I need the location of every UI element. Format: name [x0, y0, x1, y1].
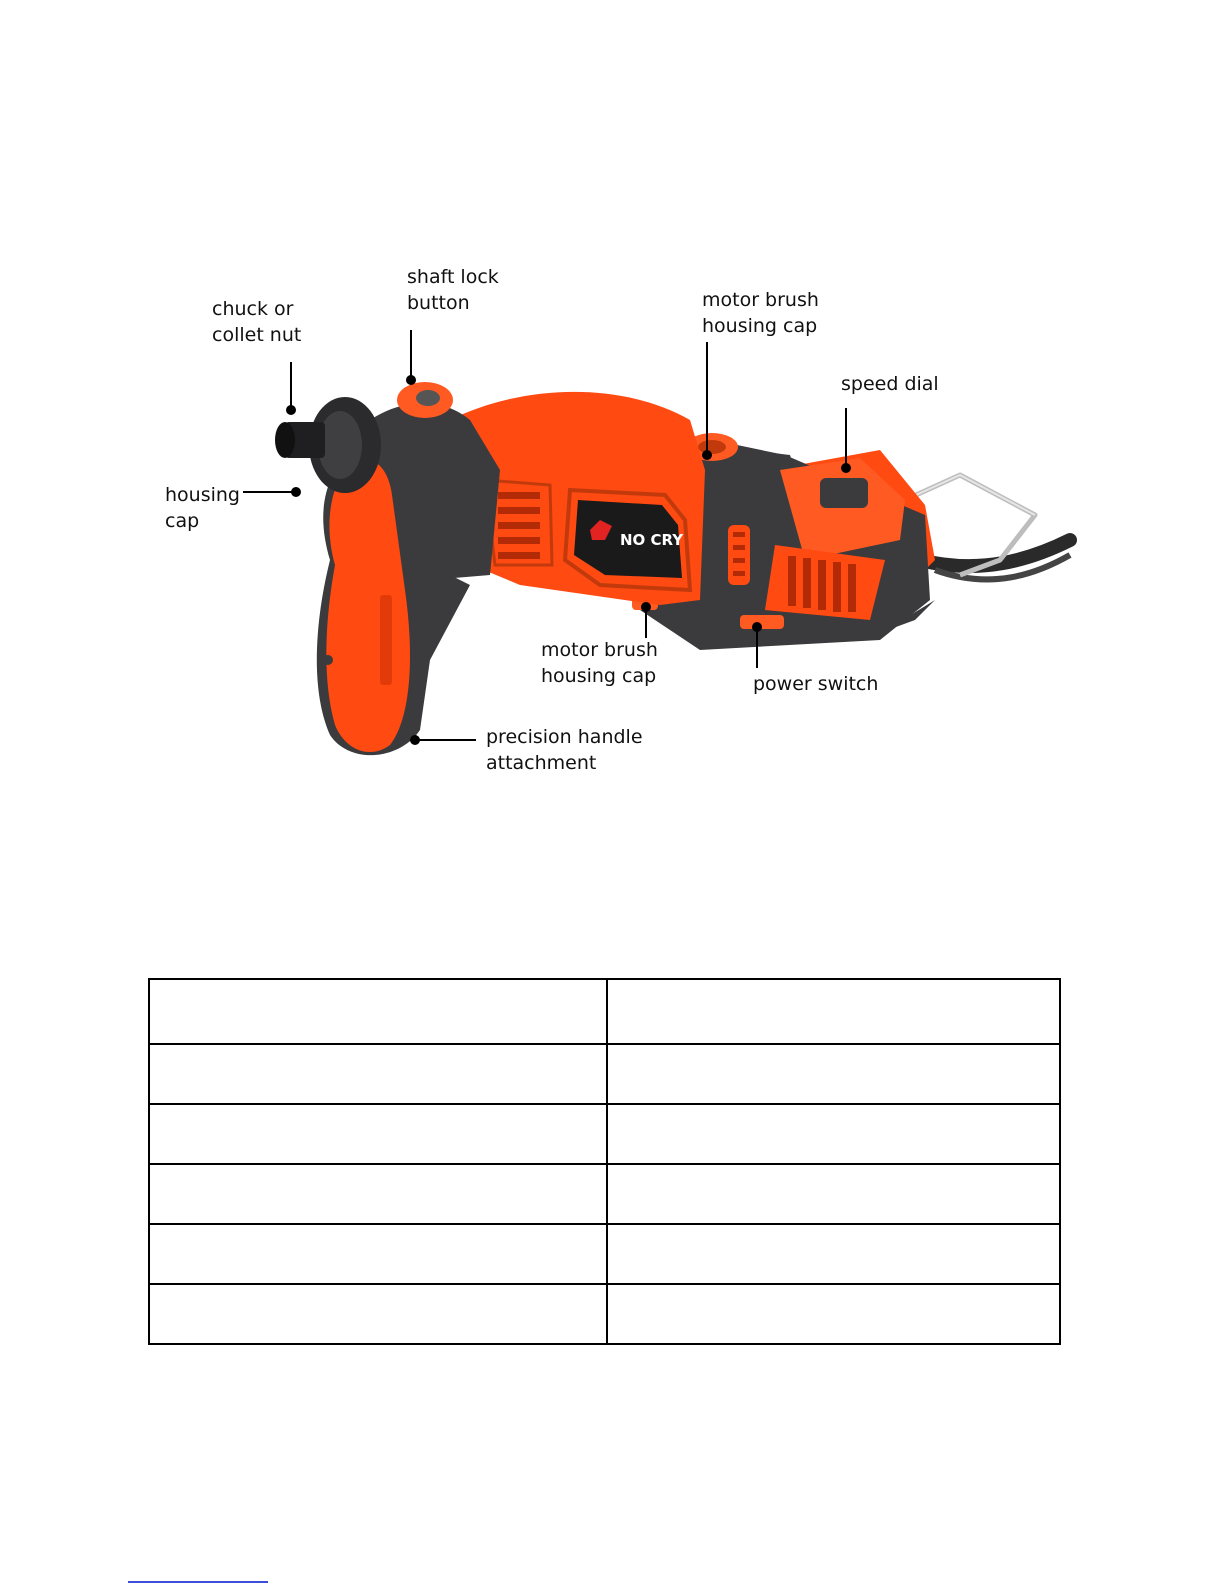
table-cell — [149, 1284, 607, 1344]
table-cell — [149, 1224, 607, 1284]
callout-speed-dial: speed dial — [841, 373, 939, 395]
table-cell — [149, 1164, 607, 1224]
tool-body — [275, 382, 935, 755]
table-cell — [149, 979, 607, 1044]
table-cell — [607, 1224, 1060, 1284]
footnote-link-underline[interactable] — [128, 1581, 268, 1583]
brand-logo: NO CRY — [620, 531, 684, 549]
table-row — [149, 979, 1060, 1044]
callout-power-switch: power switch — [753, 673, 879, 695]
table-cell — [149, 1044, 607, 1104]
callout-shaft-lock-button: shaft lock button — [407, 266, 499, 314]
table-cell — [607, 1104, 1060, 1164]
table-row — [149, 1284, 1060, 1344]
table-cell — [607, 979, 1060, 1044]
table-row — [149, 1164, 1060, 1224]
speed-dial-knob — [820, 478, 868, 508]
table-cell — [607, 1044, 1060, 1104]
power-switch-shape — [740, 615, 784, 629]
table-cell — [149, 1104, 607, 1164]
callout-chuck-or-collet-nut: chuck or collet nut — [212, 298, 302, 346]
table-row — [149, 1224, 1060, 1284]
table-cell — [607, 1284, 1060, 1344]
callout-motor-brush-housing-cap-bottom: motor brush housing cap — [541, 639, 658, 687]
callout-housing-cap: housing cap — [165, 484, 240, 532]
spec-table — [148, 978, 1061, 1345]
table-cell — [607, 1164, 1060, 1224]
callout-precision-handle-attachment: precision handle attachment — [486, 726, 643, 774]
table-row — [149, 1044, 1060, 1104]
table-row — [149, 1104, 1060, 1164]
callout-motor-brush-housing-cap-top: motor brush housing cap — [702, 289, 819, 337]
